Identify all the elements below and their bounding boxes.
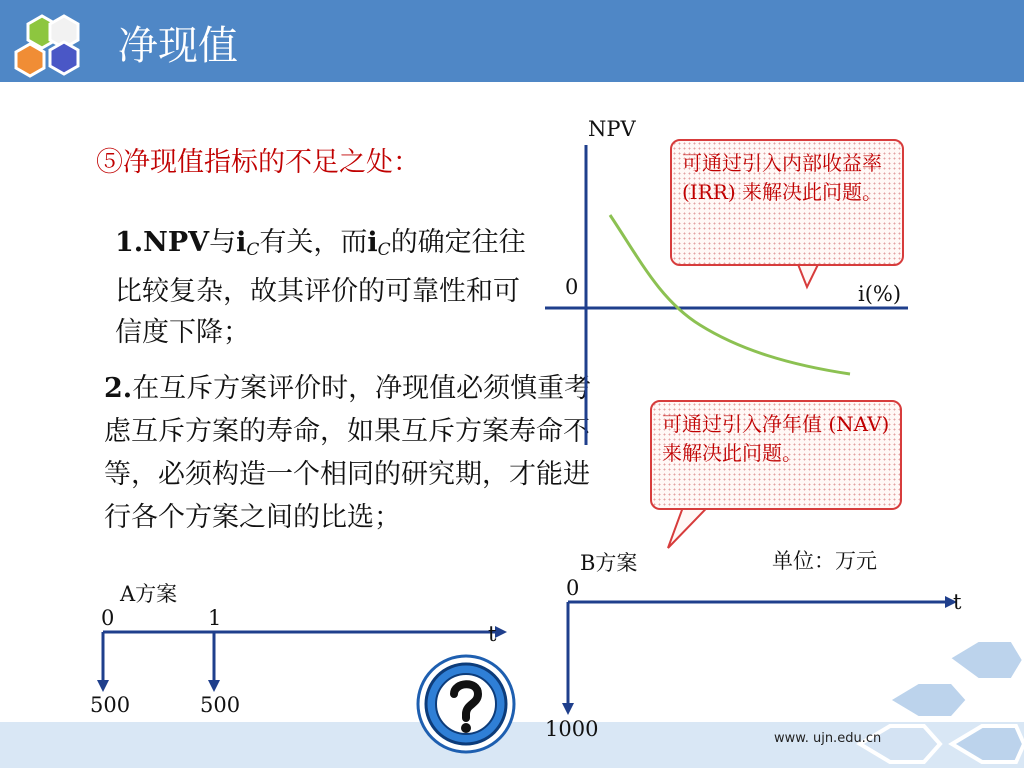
scheme-b-cash0: 1000	[545, 717, 599, 741]
scheme-a-cash0: 500	[90, 693, 131, 717]
question-mark-icon[interactable]	[414, 652, 518, 756]
point-2-text: 在互斥方案评价时，净现值必须慎重考虑互斥方案的寿命，如果互斥方案寿命不等，必须构造一个相同的研究期，才能进行各个方案之间的比选；	[104, 373, 592, 533]
scheme-a-t1: 1	[208, 606, 222, 630]
npv-origin-label: 0	[565, 275, 579, 299]
section-heading: ⑤净现值指标的不足之处：	[96, 147, 420, 178]
point-1-i1: i	[236, 227, 247, 258]
point-2-num: 2.	[104, 373, 133, 404]
scheme-b-t0: 0	[566, 576, 580, 600]
scheme-a-t-label: t	[488, 622, 497, 646]
unit-label: 单位：万元	[772, 549, 877, 573]
npv-x-label: i(%)	[858, 282, 902, 306]
callout-nav: 可通过引入净年值 (NAV) 来解决此问题。	[650, 400, 902, 510]
scheme-b-t-label: t	[953, 590, 962, 614]
scheme-a-t0: 0	[101, 606, 115, 630]
scheme-b-label: B方案	[580, 551, 638, 575]
point-1-i2: i	[367, 227, 378, 258]
point-1-sub2: C	[377, 240, 391, 260]
point-1-sub1: C	[246, 240, 260, 260]
npv-y-label: NPV	[588, 117, 636, 141]
scheme-a-arrowhead	[495, 626, 507, 638]
callout-irr: 可通过引入内部收益率 (IRR) 来解决此问题。	[670, 139, 904, 266]
page-title: 净现值	[118, 23, 238, 69]
point-1-yu: 与	[209, 227, 237, 258]
point-1-rest: 的确定往往比较复杂，故其评价的可靠性和可信度下降；	[115, 227, 526, 348]
point-1-mid: 有关，而	[259, 227, 368, 258]
scheme-a-label: A方案	[120, 582, 178, 606]
point-1-prefix: 1.NPV	[115, 227, 210, 258]
footer-url: www. ujn.edu.cn	[774, 731, 882, 746]
scheme-a-cash1: 500	[200, 693, 241, 717]
